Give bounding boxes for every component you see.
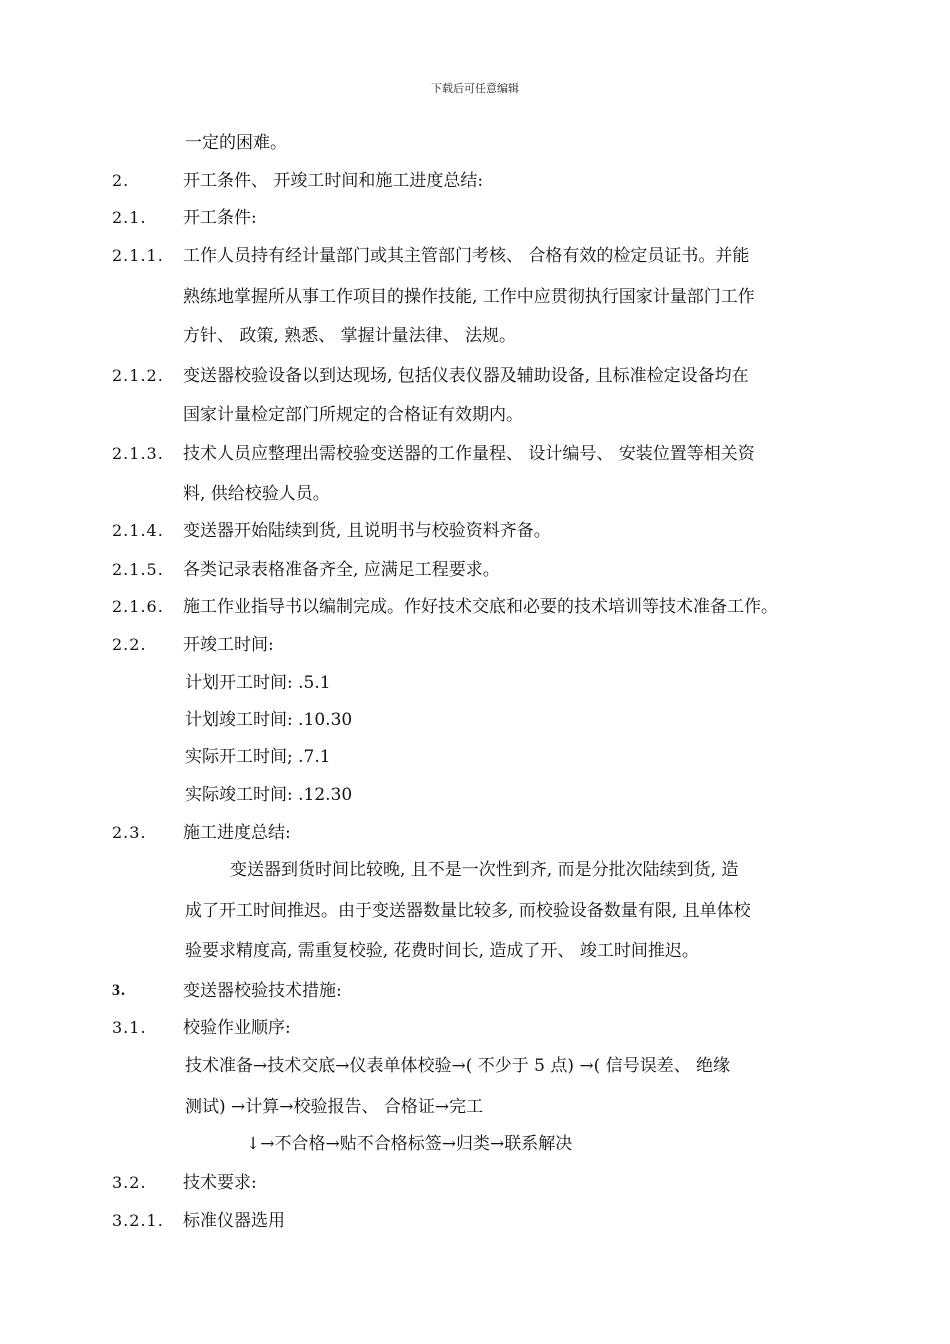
section-number: 2.1.2. (112, 366, 164, 385)
section-number: 2.2. (112, 635, 147, 654)
body-line: 验要求精度高, 需重复校验, 花费时间长, 造成了开、 竣工时间推迟。 (185, 941, 699, 961)
body-line: 技术人员应整理出需校验变送器的工作量程、 设计编号、 安装位置等相关资 (183, 444, 755, 464)
body-line: 熟练地掌握所从事工作项目的操作技能, 工作中应贯彻执行国家计量部门工作 (183, 287, 755, 307)
section-number: 2.1.1. (112, 246, 164, 265)
section-number: 2.1. (112, 208, 147, 227)
body-line: 国家计量检定部门所规定的合格证有效期内。 (183, 405, 523, 425)
section-heading: 施工进度总结: (183, 823, 291, 843)
section-number: 2.1.3. (112, 444, 164, 463)
body-line: 施工作业指导书以编制完成。作好技术交底和必要的技术培训等技术准备工作。 (183, 597, 778, 617)
section-heading: 开竣工时间: (183, 635, 274, 655)
schedule-line: 计划开工时间: .5.1 (185, 673, 331, 693)
section-heading: 开工条件: (183, 208, 257, 228)
section-heading: 开工条件、 开竣工时间和施工进度总结: (183, 171, 484, 191)
body-line: 各类记录表格准备齐全, 应满足工程要求。 (183, 560, 500, 580)
section-number: 2.3. (112, 823, 147, 842)
section-number: 3. (112, 982, 126, 999)
body-line: 工作人员持有经计量部门或其主管部门考核、 合格有效的检定员证书。并能 (183, 246, 750, 266)
flow-line: 技术准备→技术交底→仪表单体校验→( 不少于 5 点) →( 信号误差、 绝缘 (185, 1056, 731, 1076)
body-line: 一定的困难。 (185, 133, 287, 153)
flow-line: 测试) →计算→校验报告、 合格证→完工 (185, 1097, 484, 1117)
section-number: 2.1.4. (112, 521, 164, 540)
schedule-line: 实际开工时间; .7.1 (185, 747, 331, 767)
section-number: 3.2.1. (112, 1211, 164, 1230)
body-line: 变送器到货时间比较晚, 且不是一次性到齐, 而是分批次陆续到货, 造 (230, 860, 739, 880)
page-header: 下载后可任意编辑 (431, 82, 519, 95)
schedule-line: 实际竣工时间: .12.30 (185, 785, 353, 805)
section-number: 3.2. (112, 1173, 147, 1192)
section-heading: 校验作业顺序: (183, 1018, 291, 1038)
schedule-line: 计划竣工时间: .10.30 (185, 710, 353, 730)
section-number: 3.1. (112, 1018, 147, 1037)
body-line: 变送器校验设备以到达现场, 包括仪表仪器及辅助设备, 且标准检定设备均在 (183, 366, 749, 386)
section-heading: 变送器校验技术措施: (183, 981, 342, 1001)
body-line: 成了开工时间推迟。由于变送器数量比较多, 而校验设备数量有限, 且单体校 (185, 901, 751, 921)
section-number: 2. (112, 171, 130, 190)
flow-line: ↓→不合格→贴不合格标签→归类→联系解决 (246, 1134, 573, 1154)
body-line: 方针、 政策, 熟悉、 掌握计量法律、 法规。 (183, 326, 517, 346)
section-heading: 标准仪器选用 (183, 1211, 285, 1231)
body-line: 料, 供给校验人员。 (183, 484, 330, 504)
section-heading: 技术要求: (183, 1173, 257, 1193)
body-line: 变送器开始陆续到货, 且说明书与校验资料齐备。 (183, 521, 551, 541)
section-number: 2.1.5. (112, 560, 164, 579)
section-number: 2.1.6. (112, 597, 164, 616)
